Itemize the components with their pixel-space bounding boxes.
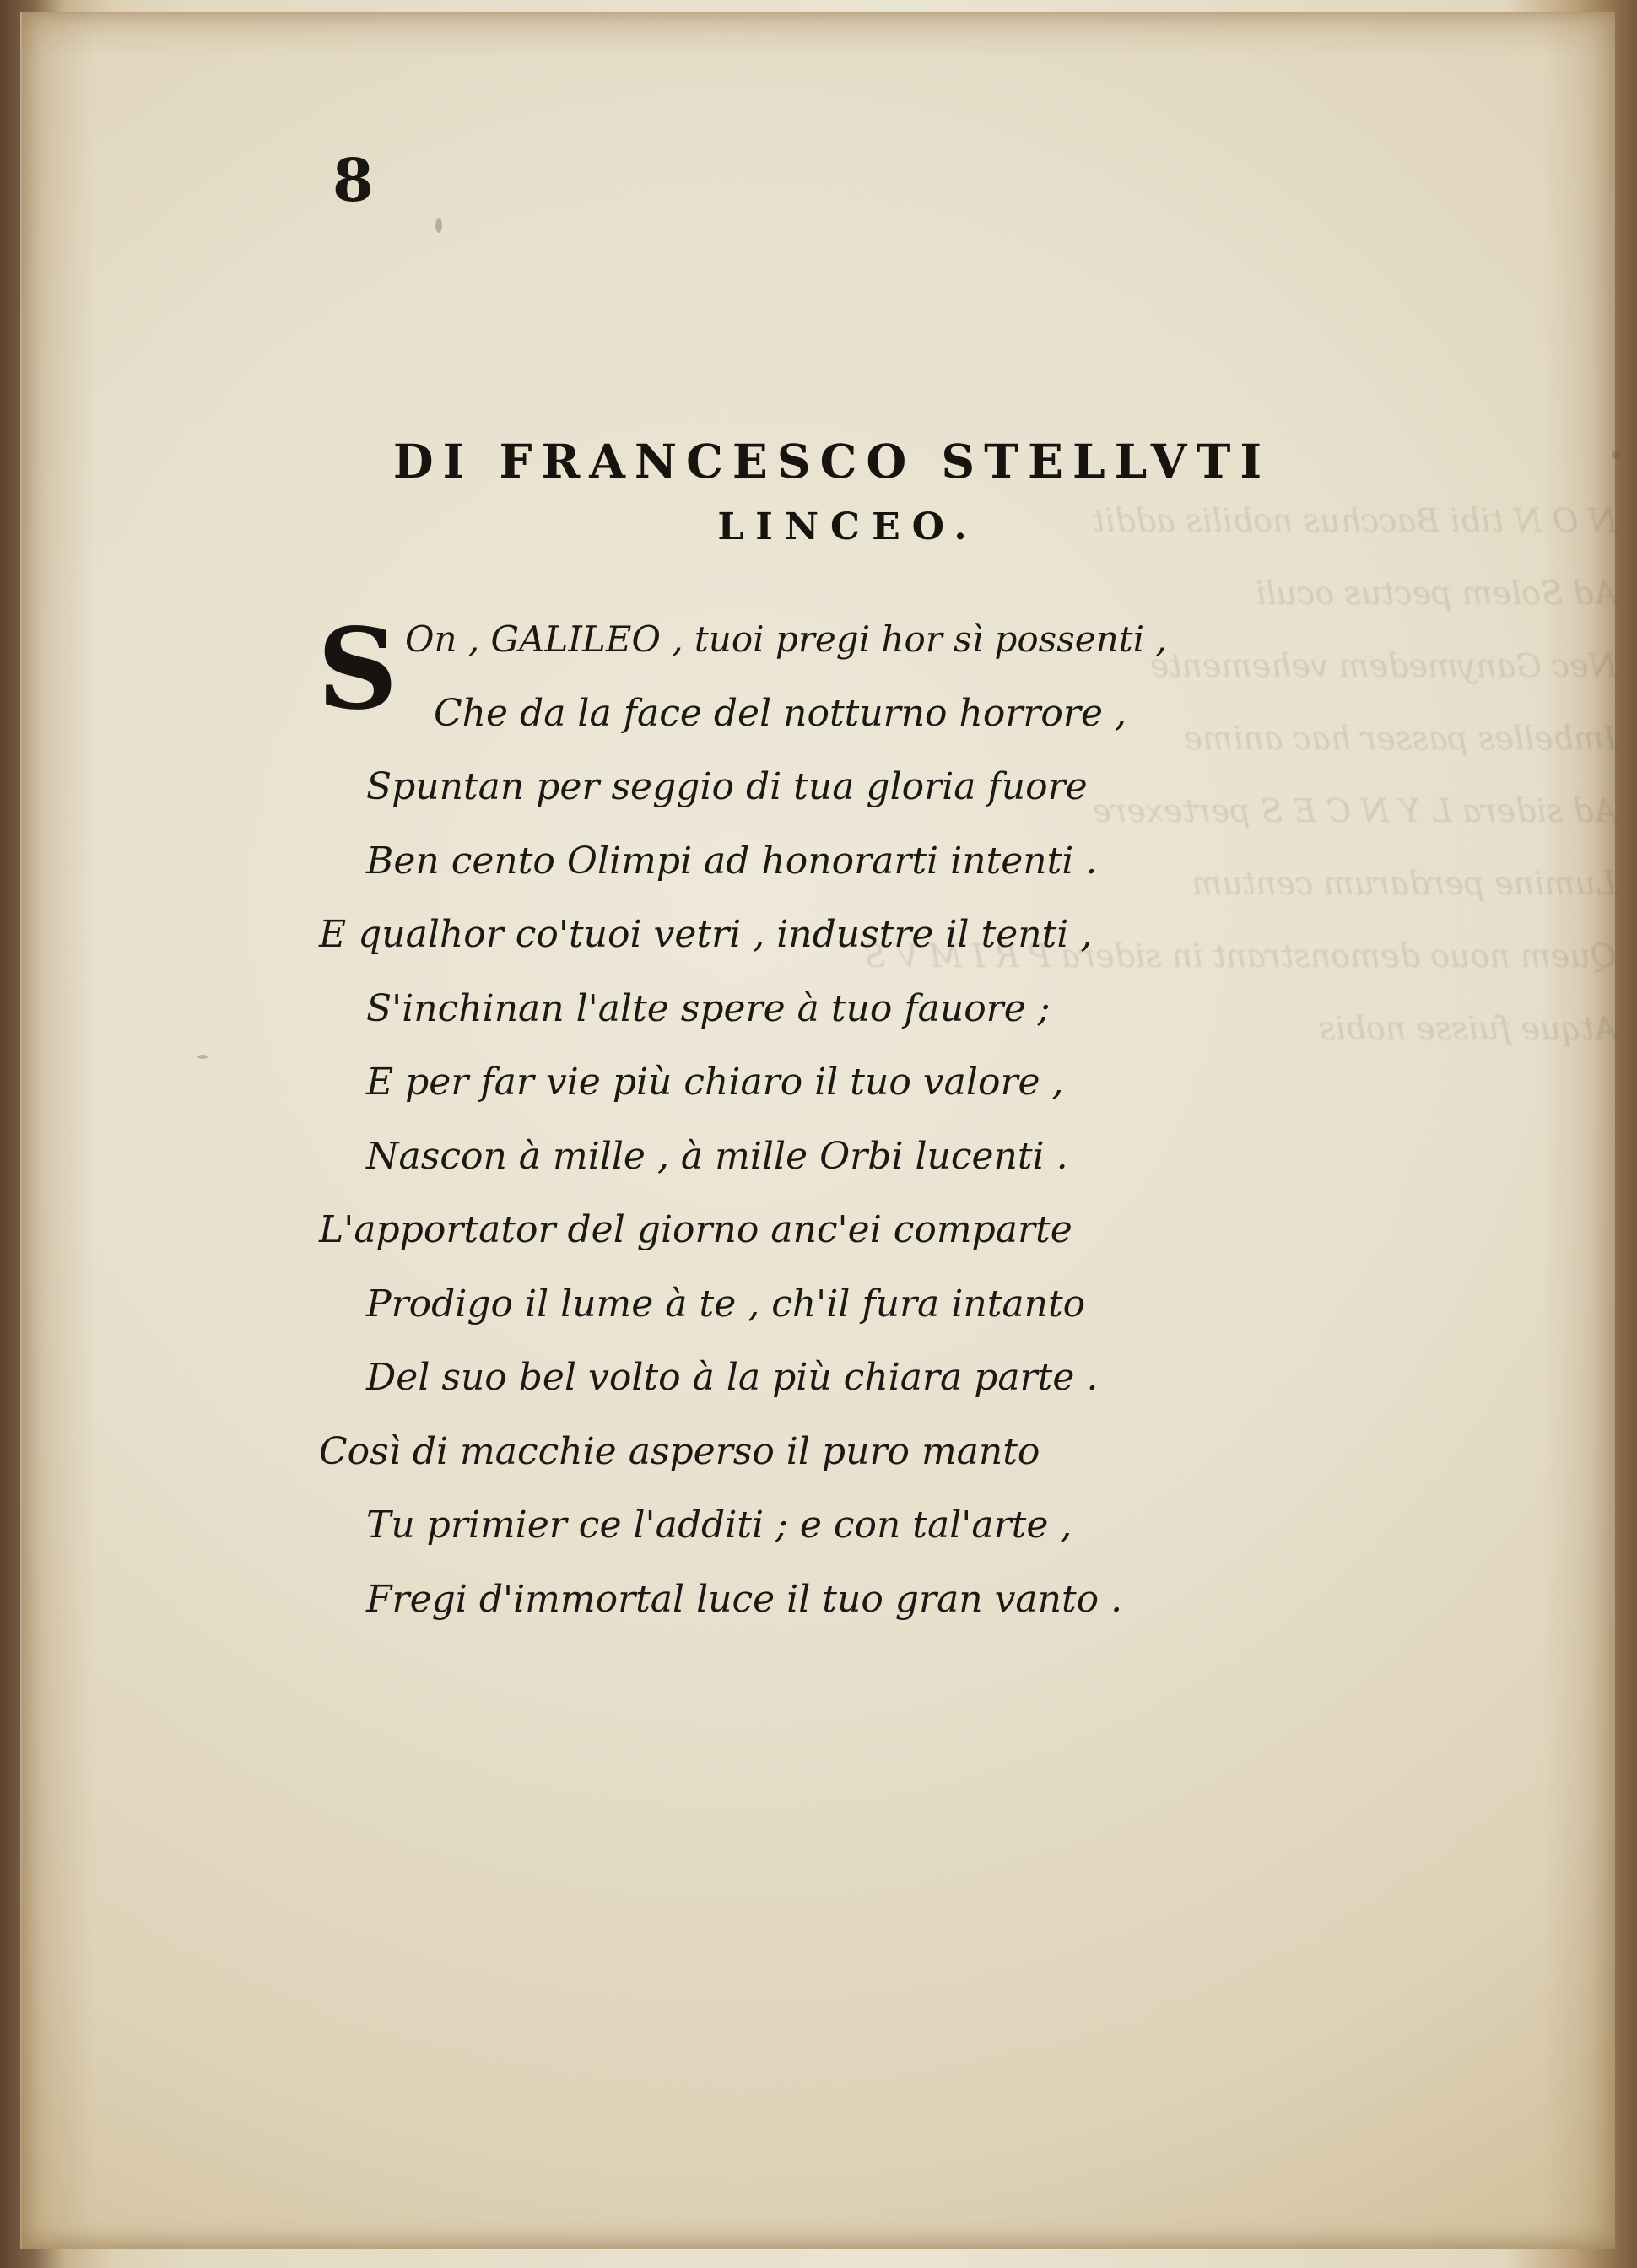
show-through-line: Quem nouo demonstrant in sidera P R I M V S [863,937,1617,975]
author-affiliation: LINCEO. [717,505,979,548]
verse-text: On , GALILEO , tuoi pregi hor sì possenti , [405,618,1167,660]
author-name: DI FRANCESCO STELLVTI [392,434,1272,489]
page-number: 8 [332,145,374,215]
verse-line-14: Fregi d'immortal luce il tuo gran vanto . [366,1577,1123,1621]
ink-speck [197,1055,208,1059]
ink-speck [435,218,442,233]
paper-stain-right [1541,12,1615,2249]
sonnet [319,602,1205,1636]
verse-line-10: Prodigo il lume à te , ch'il fura intanto [366,1282,1086,1326]
verse-line-3: Spuntan per seggio di tua gloria fuore [366,765,1088,808]
verse-line-12: Così di macchie asperso il puro manto [319,1429,1040,1473]
drop-cap: S [317,604,398,735]
verse-line-11: Del suo bel volto à la più chiara parte . [366,1356,1099,1399]
show-through-line: Ad sidera L Y N C E S pertexere [1092,792,1617,829]
show-through-line: Atque fuisse nobis [1318,1010,1617,1047]
show-through-line: Lumine perdarum centum [1191,865,1617,902]
verse-line-13: Tu primier ce l'additi ; e con tal'arte , [366,1504,1072,1547]
show-through-line: N O N tibi Bacchus nobilis addit [1092,502,1617,539]
paper-stain-top [22,12,1615,57]
verse-line-9: L'apportator del giorno anc'ei comparte [319,1208,1072,1251]
poem-heading [300,418,1364,552]
verse-line-5: E qualhor co'tuoi vetri , industre il tenti , [319,913,1093,956]
show-through-line: Imbelles passer hac anime [1183,720,1617,757]
verse-line-8: Nascon à mille , à mille Orbi lucenti . [366,1134,1068,1178]
verse-line-7: E per far vie più chiaro il tuo valore , [366,1061,1064,1104]
show-through-line: Nec Ganymedem vehemente [1149,647,1617,684]
verse-line-4: Ben cento Olimpi ad honorarti intenti . [366,839,1098,883]
paper-stain-left [22,12,96,2249]
show-through-line: Ad Solem pectus oculi [1256,575,1617,612]
verse-line-6: S'inchinan l'alte spere à tuo fauore ; [366,986,1051,1030]
book-page [20,12,1615,2249]
ink-speck [1612,451,1620,459]
verse-line-2: Che da la face del notturno horrore , [434,691,1126,735]
